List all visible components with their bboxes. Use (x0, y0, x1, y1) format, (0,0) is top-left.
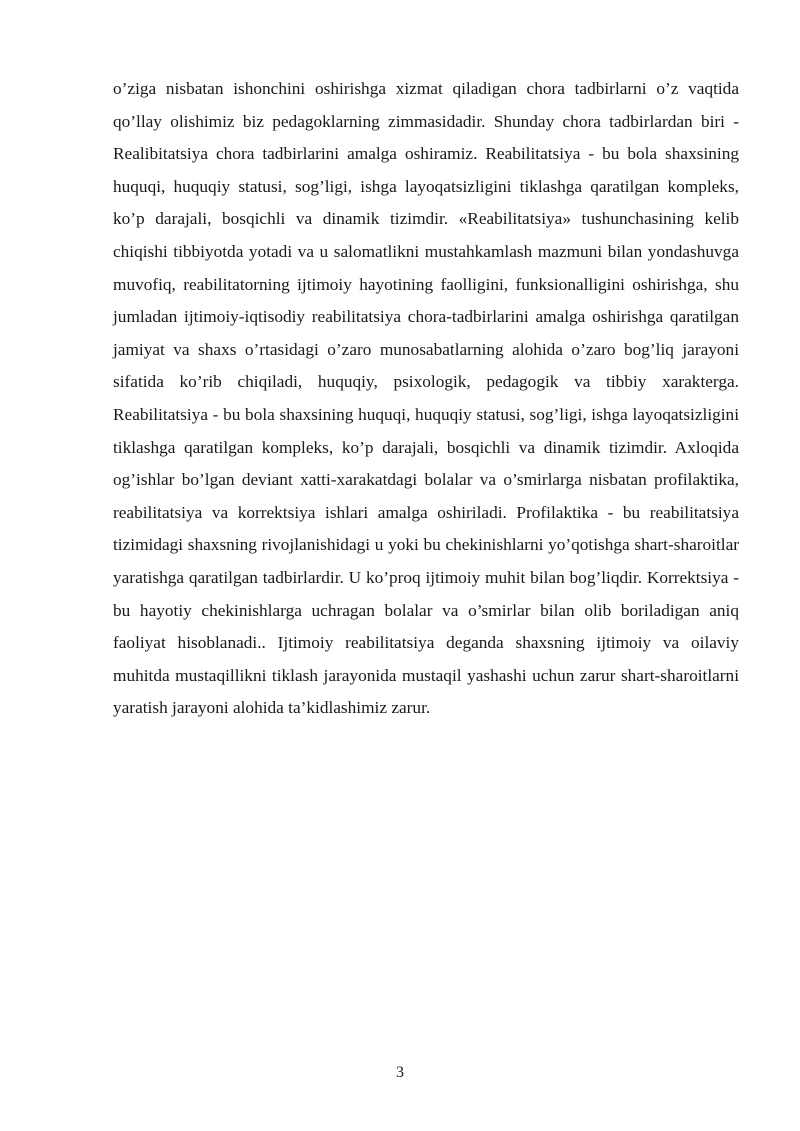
page-number: 3 (396, 1064, 404, 1081)
body-paragraph: o’ziga nisbatan ishonchini oshirishga xizmat qiladigan chora tadbirlarni o’z vaqtida qo’llay olishimiz biz pedagoklarning zimmasidadir. Shunday chora tadbirlardan biri - Realibitatsiya chora tadbirlarini amalga oshiramiz. Reabilitatsiya - bu bola shaxsining huquqi, huquqiy statusi, sog’ligi, ishga layoqatsizligini tiklashga qaratilgan kompleks, ko’p darajali, bosqichli va dinamik tizimdir. «Reabilitatsiya» tushunchasining kelib chiqishi tibbiyotda yotadi va u salomatlikni mustahkamlash mazmuni bilan yondashuvga muvofiq, reabilitatorning ijtimoiy hayotining faolligini, funksionalligini oshirishga, shu jumladan ijtimoiy-iqtisodiy reabilitatsiya chora-tadbirlarini amalga oshirishga qaratilgan jamiyat va shaxs o’rtasidagi o’zaro munosabatlarning alohida o’zaro bog’liq jarayoni sifatida ko’rib chiqiladi, huquqiy, psixologik, pedagogik va tibbiy xarakterga. Reabilitatsiya - bu bola shaxsining huquqi, huquqiy statusi, sog’ligi, ishga layoqatsizligini tiklashga qaratilgan kompleks, ko’p darajali, bosqichli va dinamik tizimdir. Axloqida og’ishlar bo’lgan deviant xatti-xarakatdagi bolalar va o’smirlarga nisbatan profilaktika, reabilitatsiya va korrektsiya ishlari amalga oshiriladi. Profilaktika - bu reabilitatsiya tizimidagi shaxsning rivojlanishidagi u yoki bu chekinishlarni yo’qotishga shart-sharoitlar yaratishga qaratilgan tadbirlardir. U ko’proq ijtimoiy muhit bilan bog’liqdir. Korrektsiya - bu hayotiy chekinishlarga uchragan bolalar va o’smirlar bilan olib boriladigan aniq faoliyat hisoblanadi.. Ijtimoiy reabilitatsiya deganda shaxsning ijtimoiy va oilaviy muhitda mustaqillikni tiklash jarayonida mustaqil yashashi uchun zarur shart-sharoitlarni yaratish jarayoni alohida ta’kidlashimiz zarur. (113, 79, 739, 718)
